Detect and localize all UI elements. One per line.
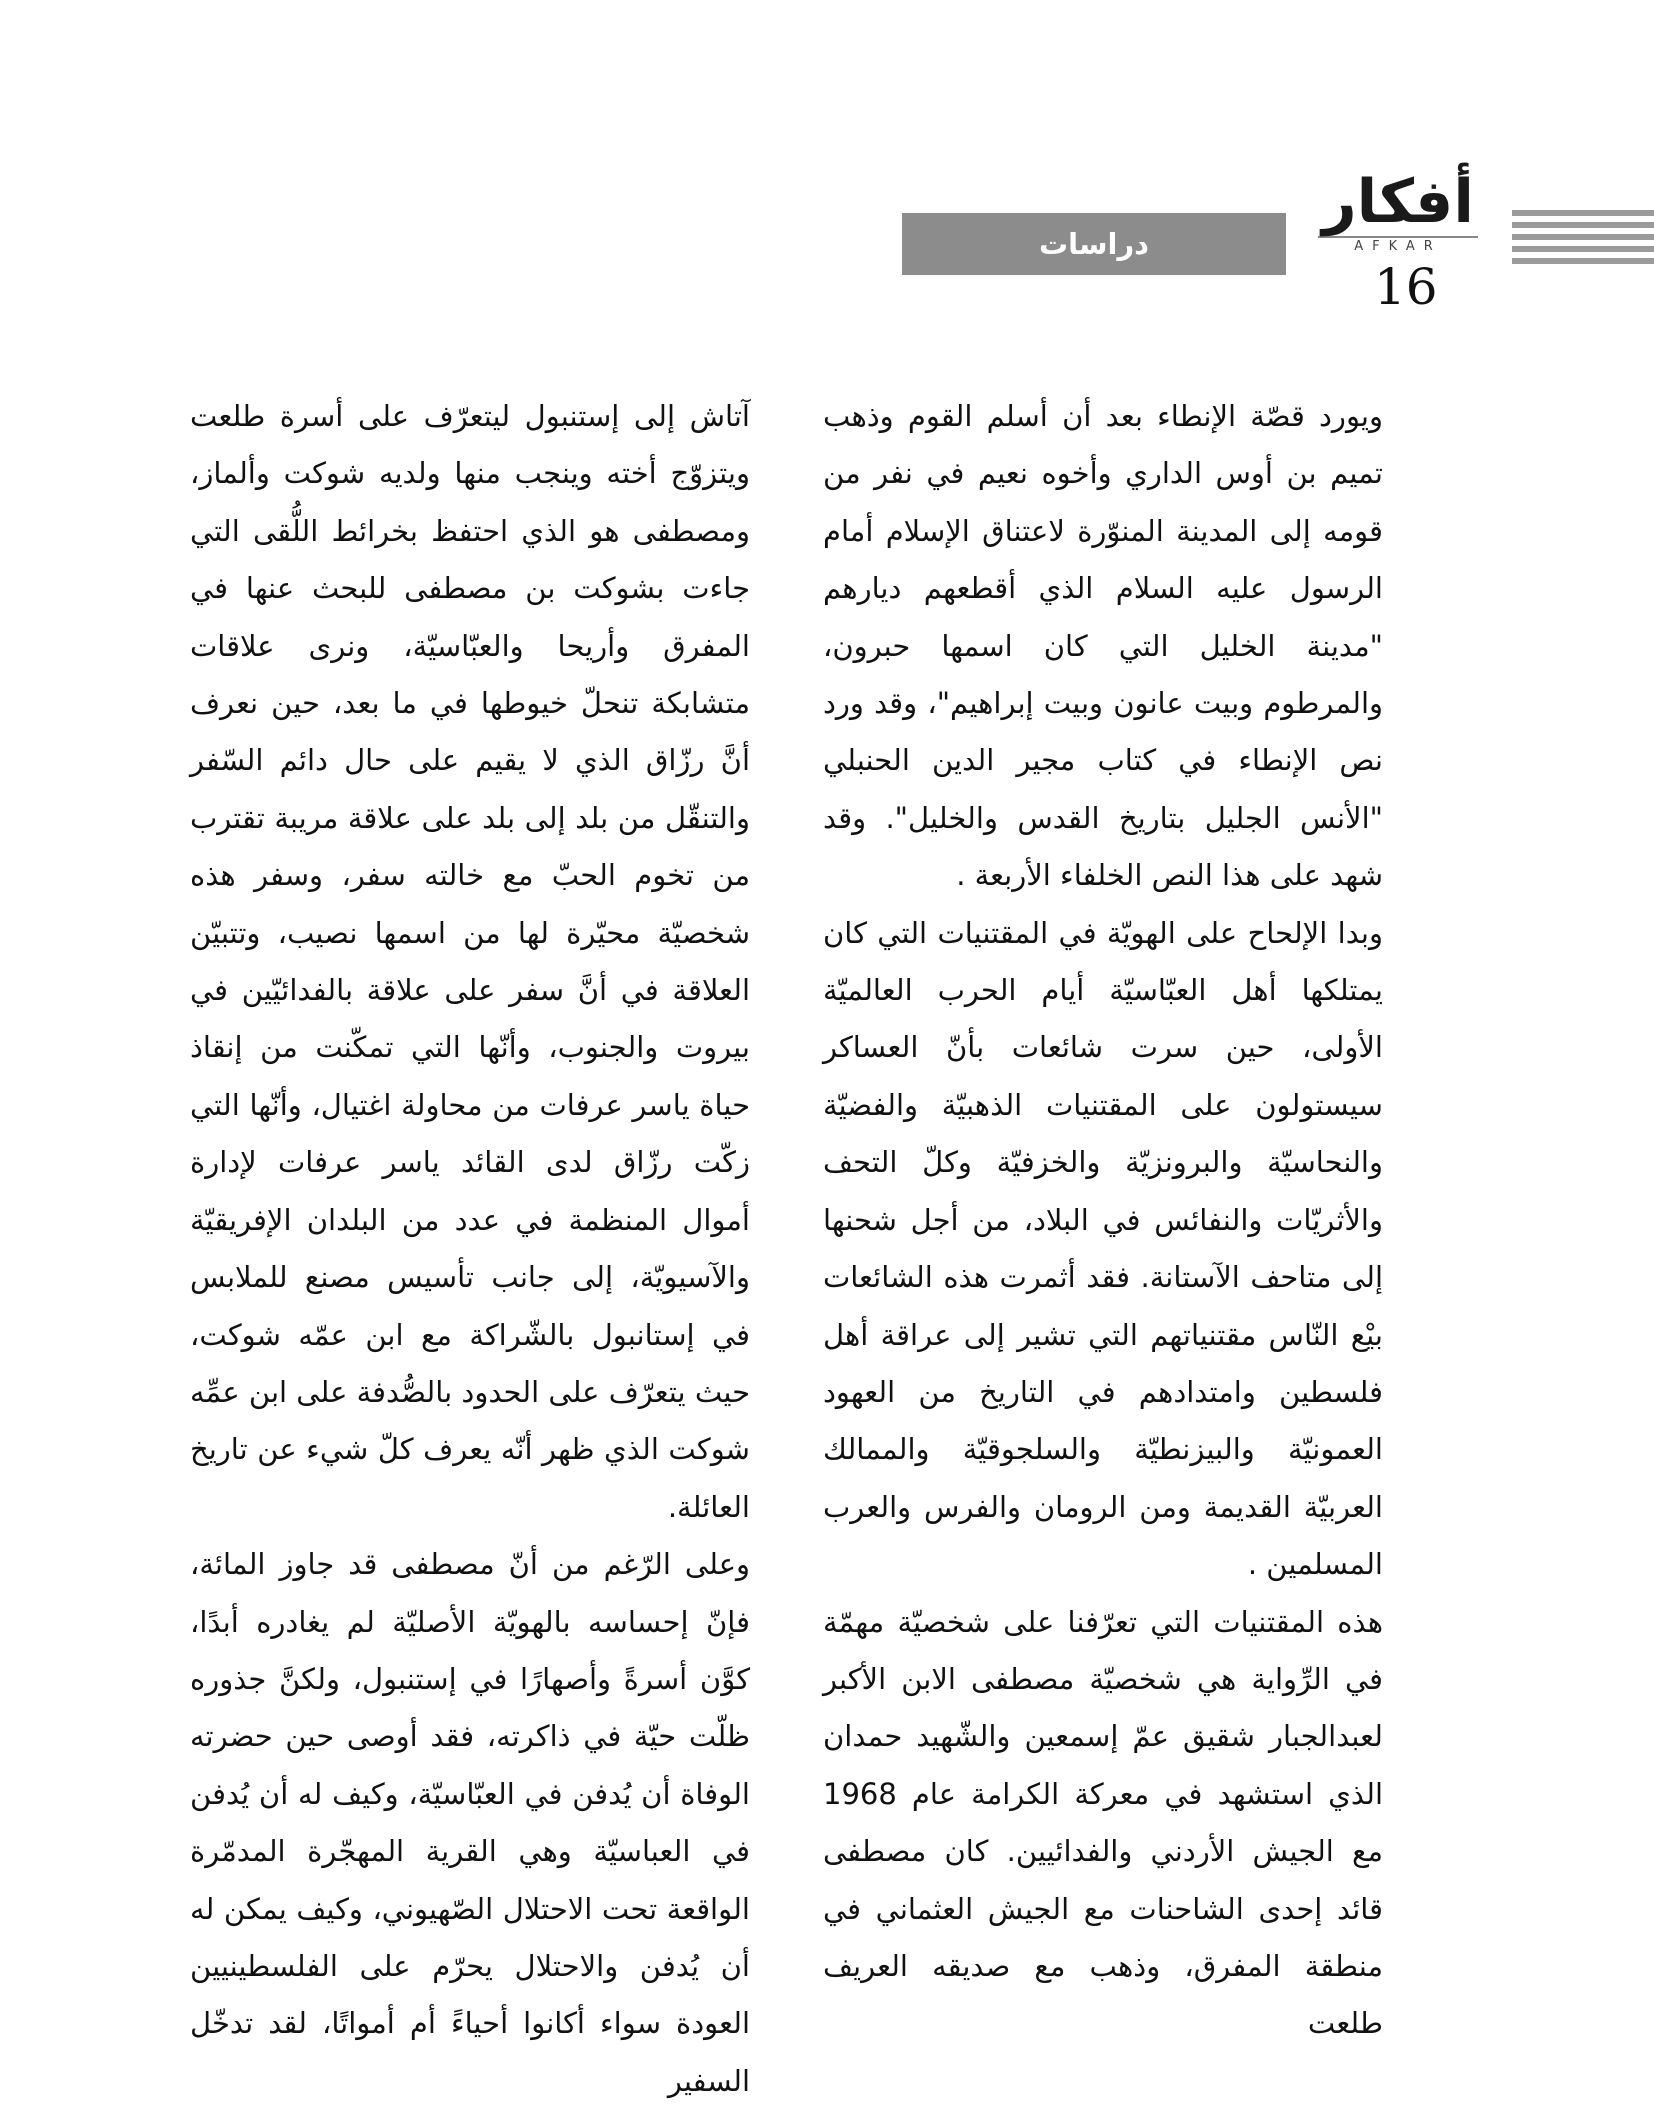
- paragraph: ويورد قصّة الإنطاء بعد أن أسلم القوم وذهب تميم بن أوس الداري وأخوه نعيم في نفر من قومه إلى المدينة المنوّرة لاعتناق الإسلام أمام الرسول عليه السلام الذي أقطعهم ديارهم "مدينة الخليل التي كان اسمها حبرون، والمرطوم وبيت عانون وبيت إبراهيم"، وقد ورد نص الإنطاء في كتاب مجير الدين الحنبلي "الأنس الجليل بتاريخ القدس والخليل". وقد شهد على هذا النص الخلفاء الأربعة .: [823, 399, 1383, 893]
- article-column-right: [823, 388, 1383, 2053]
- paragraph: وعلى الرّغم من أنّ مصطفى قد جاوز المائة، فإنّ إحساسه بالهويّة الأصليّة لم يغادره أبدًا، كوَّن أسرةً وأصهارًا في إستنبول، ولكنَّ جذوره ظلّت حيّة في ذاكرته، فقد أوصى حين حضرته الوفاة أن يُدفن في العبّاسيّة، وكيف له أن يُدفن في العباسيّة وهي القرية المهجّرة المدمّرة الواقعة تحت الاحتلال الصّهيوني، وكيف يمكن له أن يُدفن والاحتلال يحرّم على الفلسطينيين العودة سواء أكانوا أحياءً أم أمواتًا، لقد تدخّل السفير: [190, 1547, 750, 2098]
- paragraph: هذه المقتنيات التي تعرّفنا على شخصيّة مهمّة في الرِّواية هي شخصيّة مصطفى الابن الأكبر لعبدالجبار شقيق عمّ إسمعين والشّهيد حمدان الذي استشهد في معركة الكرامة عام 1968 مع الجيش الأردني والفدائيين. كان مصطفى قائد إحدى الشاحنات مع الجيش العثماني في منطقة المفرق، وذهب مع صديقه العريف طلعت: [823, 1604, 1383, 2041]
- page-number: 16: [1374, 258, 1438, 316]
- article-column-left: [190, 388, 750, 2110]
- logo-arabic: أفكار: [1322, 167, 1474, 237]
- magazine-logo: [1318, 167, 1478, 254]
- paragraph: آتاش إلى إستنبول ليتعرّف على أسرة طلعت ويتزوّج أخته وينجب منها ولديه شوكت وألماز، ومصطفى هو الذي احتفظ بخرائط اللُّقى التي جاءت بشوكت بن مصطفى للبحث عنها في المفرق وأريحا والعبّاسيّة، ونرى علاقات متشابكة تنحلّ خيوطها في ما بعد، حين نعرف أنَّ رزّاق الذي لا يقيم على حال دائم السّفر والتنقّل من بلد إلى بلد على علاقة مريبة تقترب من تخوم الحبّ مع خالته سفر، وسفر هذه شخصيّة محيّرة لها من اسمها نصيب، وتتبيّن العلاقة في أنَّ سفر على علاقة بالفدائيّين في بيروت والجنوب، وأنّها التي تمكّنت من إنقاذ حياة ياسر عرفات من محاولة اغتيال، وأنّها التي زكّت رزّاق لدى القائد ياسر عرفات لإدارة أموال المنظمة في عدد من البلدان الإفريقيّة والآسيويّة، إلى جانب تأسيس مصنع للملابس في إستانبول بالشّراكة مع ابن عمّه شوكت، حيث يتعرّف على الحدود بالصُّدفة على ابن عمِّه شوكت الذي ظهر أنّه يعرف كلّ شيء عن تاريخ العائلة.: [190, 399, 750, 1524]
- section-label: دراسات: [902, 213, 1286, 275]
- paragraph: وبدا الإلحاح على الهويّة في المقتنيات التي كان يمتلكها أهل العبّاسيّة أيام الحرب العالميّة الأولى، حين سرت شائعات بأنّ العساكر سيستولون على المقتنيات الذهبيّة والفضيّة والنحاسيّة والبرونزيّة والخزفيّة وكلّ التحف والأثريّات والنفائس في البلاد، من أجل شحنها إلى متاحف الآستانة. فقد أثمرت هذه الشائعات بيْع النّاس مقتنياتهم التي تشير إلى عراقة أهل فلسطين وامتدادهم في التاريخ من العهود العمونيّة والبيزنطيّة والسلجوقيّة والممالك العربيّة القديمة ومن الرومان والفرس والعرب المسلمين .: [823, 915, 1383, 1582]
- decorative-stripes: [1512, 210, 1654, 270]
- logo-latin: AFKAR: [1318, 236, 1478, 254]
